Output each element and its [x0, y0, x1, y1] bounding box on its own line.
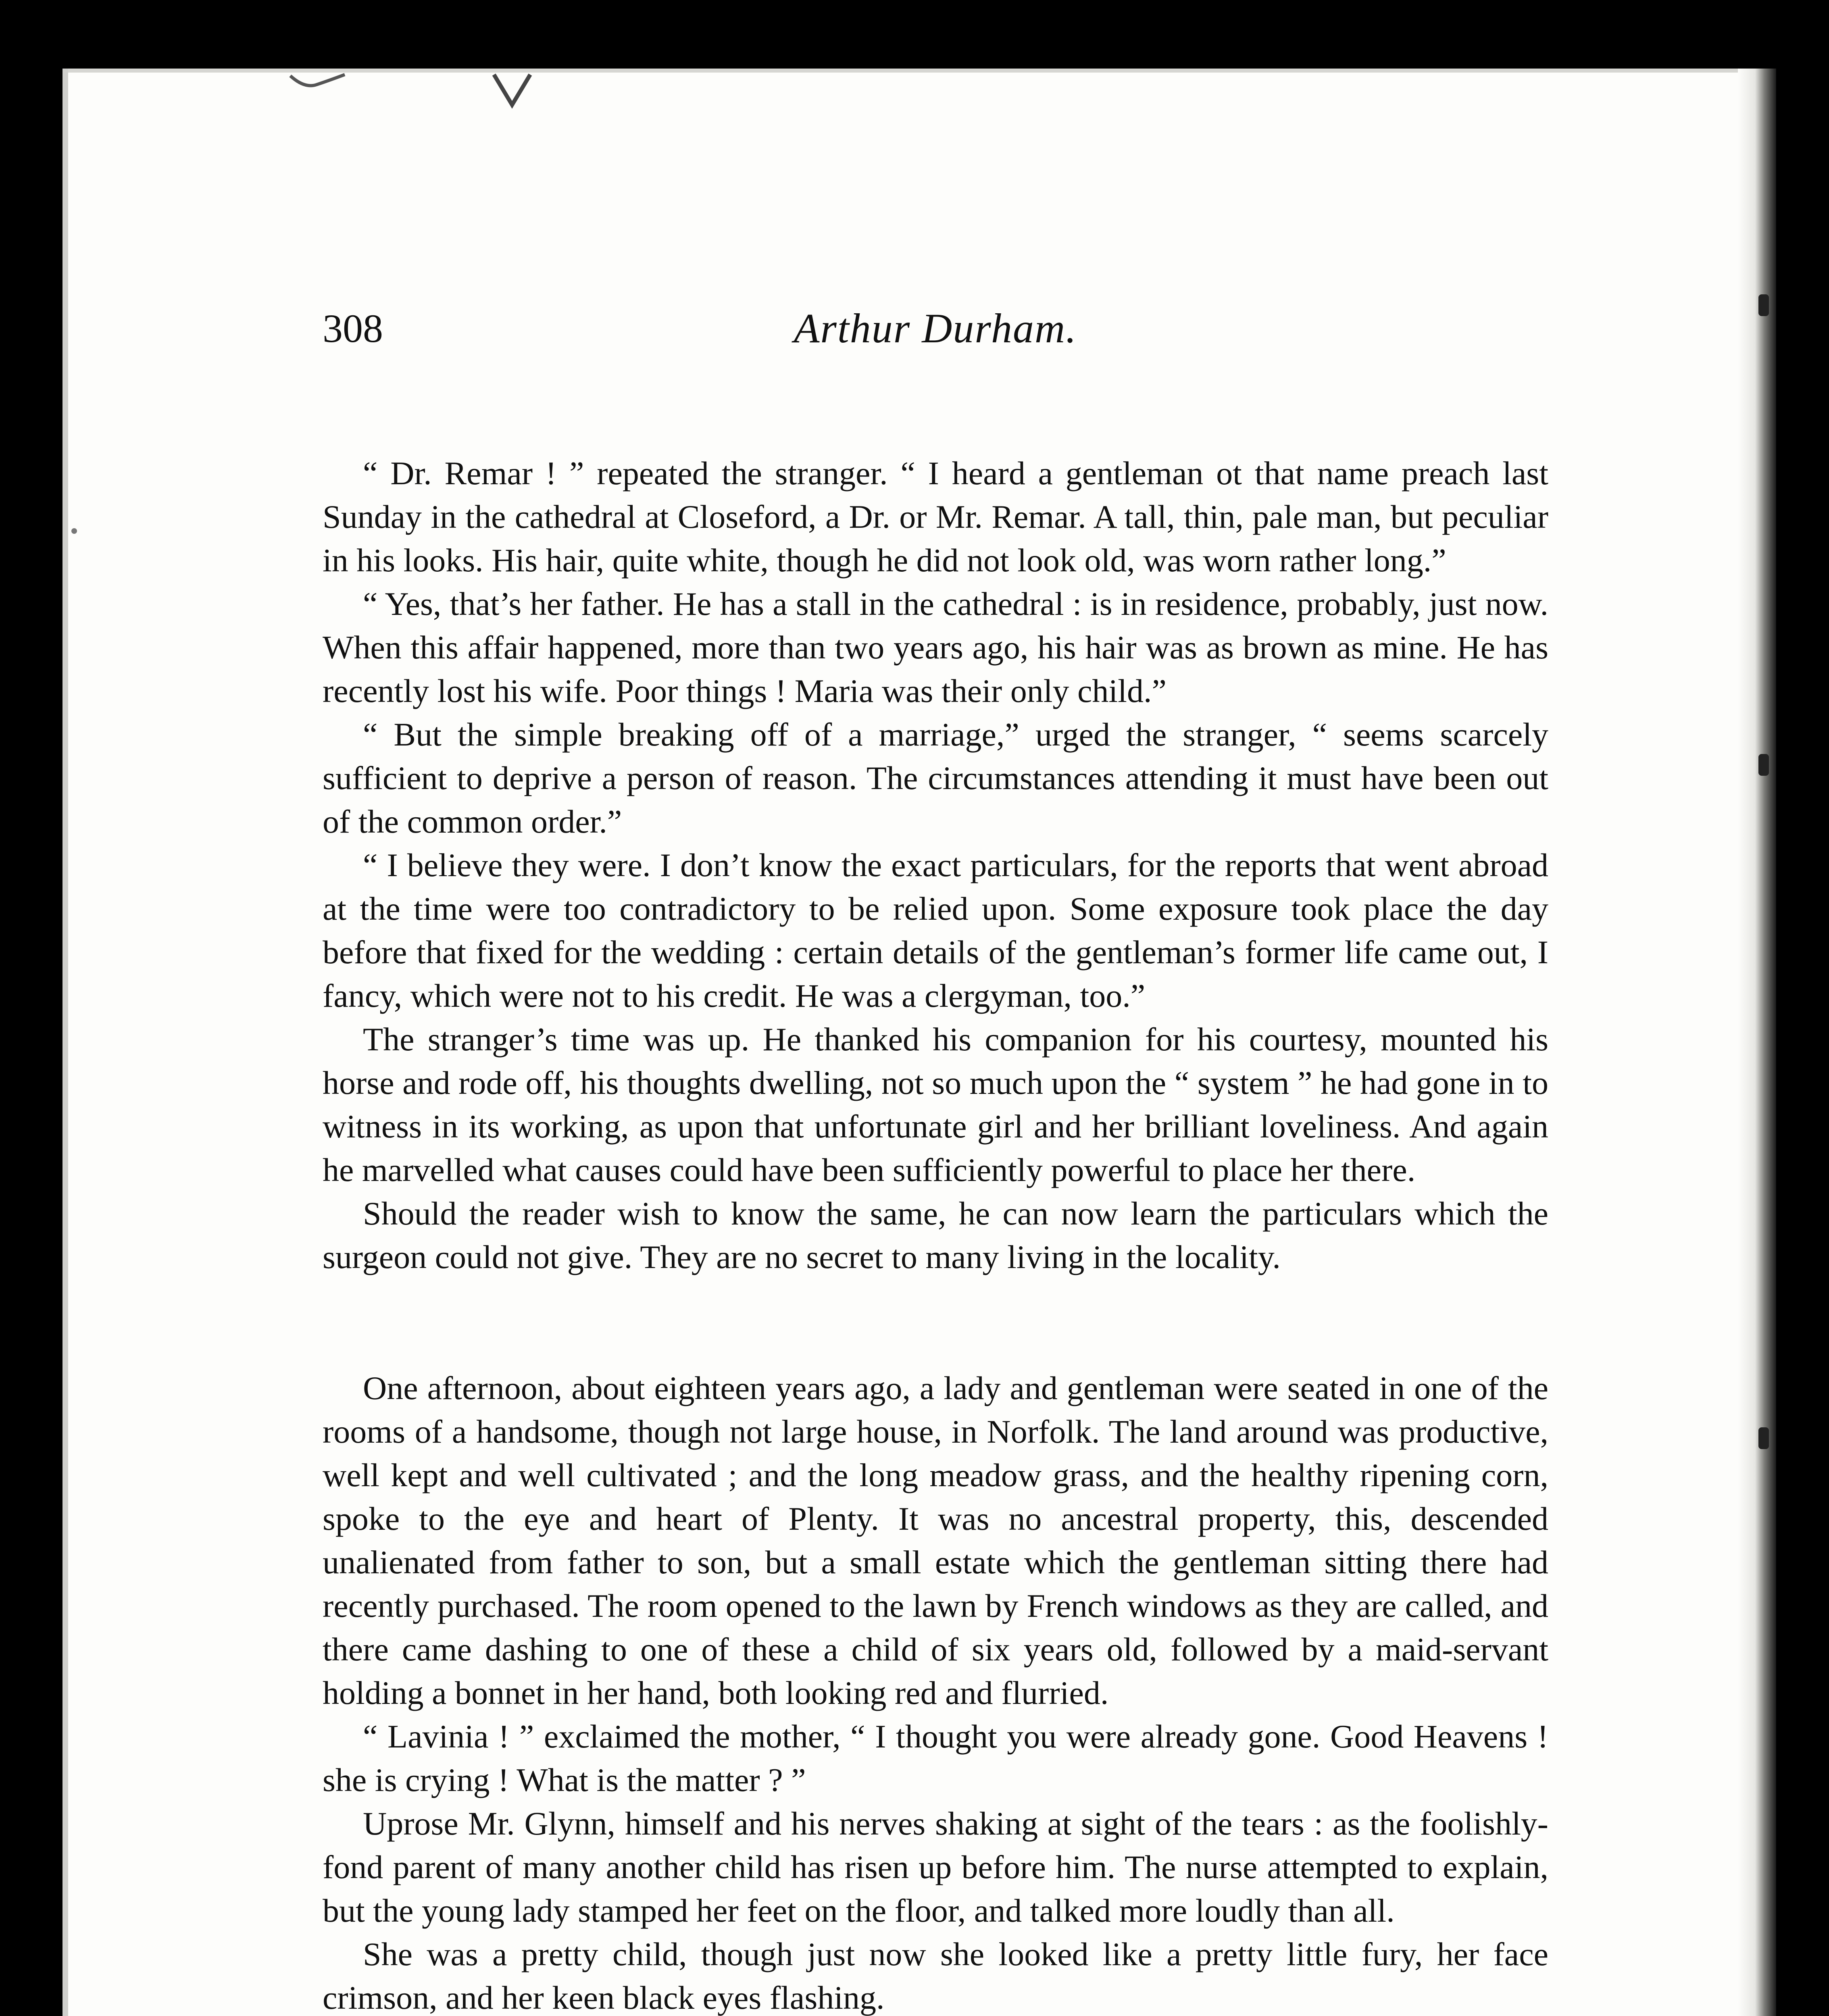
scan-artifact-mark: [288, 73, 349, 95]
paragraph: “ Yes, that’s her father. He has a stall in the cathedral : is in residence, probably, just now. When this affair happened, more than two years ago, his hair was as brown as mine. He has recently lost his wife. Poor things ! Maria was their only child.”: [323, 585, 1548, 709]
running-title: Arthur Durham.: [794, 305, 1077, 352]
running-head: [323, 298, 1548, 359]
page-number: 308: [323, 306, 383, 351]
page-left-edge: [62, 69, 68, 2016]
body-text: [323, 452, 1548, 2016]
margin-speck: [71, 528, 77, 534]
paragraph: “ Dr. Remar ! ” repeated the stranger. “ I heard a gentleman ot that name preach last Sunday in the cathedral at Closeford, a Dr. or Mr. Remar. A tall, thin, pale man, but peculiar in his looks. His hair, quite white, though he did not look old, was worn rather long.”: [323, 455, 1548, 579]
scan-artifact-mark: [490, 73, 534, 109]
paragraph: One afternoon, about eighteen years ago, a lady and gentleman were seated in one of the rooms of a handsome, though not large house, in Norfolk. The land around was productive, well kept and well cultivated ; and the long meadow grass, and the healthy ripening corn, spoke to the eye and heart of Plenty. It was no ancestral property, this, descended unalienated from father to son, but a small estate which the gentleman sitting there had recently purchased. The room opened to the lawn by French windows as they are called, and there came dashing to one of these a child of six years old, followed by a maid-servant holding a bonnet in her hand, both looking red and flurried.: [323, 1370, 1548, 1711]
page-top-edge: [62, 69, 1776, 73]
paragraph: Uprose Mr. Glynn, himself and his nerves shaking at sight of the tears : as the foolishly-fond parent of many another child has risen up before him. The nurse attempted to explain, but the young lady stamped her feet on the floor, and talked more loudly than all.: [323, 1805, 1548, 1929]
paragraph: The stranger’s time was up. He thanked his companion for his courtesy, mounted his horse and rode off, his thoughts dwelling, not so much upon the “ system ” he had gone in to witness in its working, as upon that unfortunate girl and her brilliant loveliness. And again he marvelled what causes could have been sufficiently powerful to place her there.: [323, 1021, 1548, 1188]
gutter-mark: [1758, 294, 1769, 316]
paragraph: “ Lavinia ! ” exclaimed the mother, “ I thought you were already gone. Good Heavens ! she is crying ! What is the matter ? ”: [323, 1718, 1548, 1798]
paragraph: “ But the simple breaking off of a marriage,” urged the stranger, “ seems scarcely sufficient to deprive a person of reason. The circumstances attending it must have been out of the common order.”: [323, 716, 1548, 840]
paragraph: Should the reader wish to know the same, he can now learn the particulars which the surgeon could not give. They are no secret to many living in the locality.: [323, 1195, 1548, 1275]
binding-gutter: [1738, 69, 1776, 2016]
paragraph: She was a pretty child, though just now she looked like a pretty little fury, her face crimson, and her keen black eyes flashing.: [323, 1936, 1548, 2016]
gutter-mark: [1758, 1427, 1769, 1449]
gutter-mark: [1758, 754, 1769, 776]
paragraph: “ I believe they were. I don’t know the exact particulars, for the reports that went abroad at the time were too contradictory to be relied upon. Some exposure took place the day before that fixed for the wedding : certain details of the gentleman’s former life came out, I fancy, which were not to his credit. He was a clergyman, too.”: [323, 847, 1548, 1014]
section-break: [323, 1279, 1548, 1366]
